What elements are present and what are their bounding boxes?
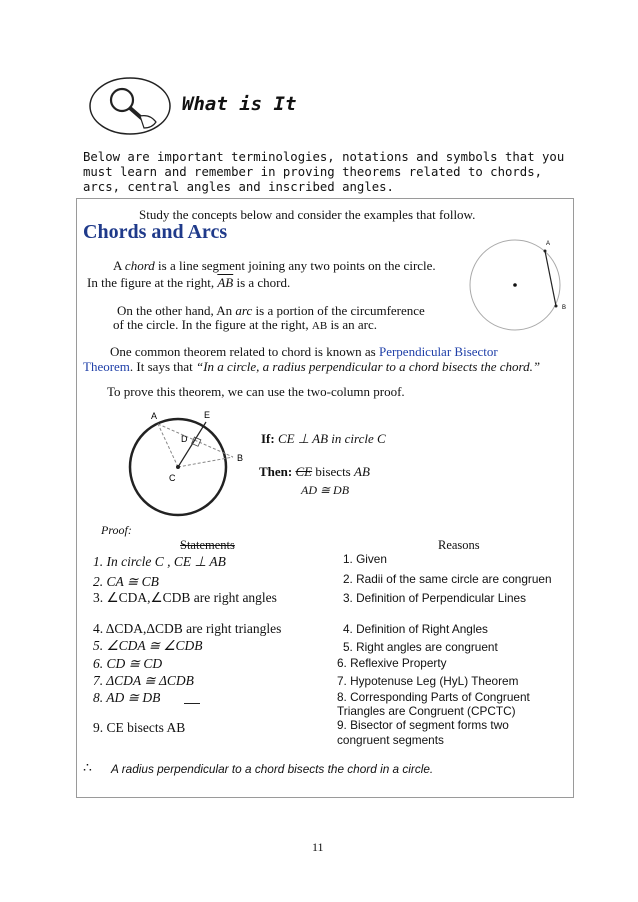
perpendicular-bisector-figure: [121, 407, 251, 517]
statements-header: Statements: [180, 538, 235, 552]
reason-2: 2. Radii of the same circle are congruen: [343, 572, 552, 586]
study-instruction: Study the concepts below and consider the examples that follow.: [139, 207, 476, 222]
fig2-label-d: D: [181, 434, 188, 444]
reason-9b: congruent segments: [337, 733, 444, 747]
fig2-label-c: C: [169, 473, 176, 483]
reason-9a: 9. Bisector of segment forms two: [337, 718, 509, 732]
reason-8b: Triangles are Congruent (CPCTC): [337, 704, 516, 718]
statement-5: 5. ∠CDA ≅ ∠CDB: [93, 638, 203, 653]
reason-1: 1. Given: [343, 552, 387, 566]
reason-6: 6. Reflexive Property: [337, 656, 447, 670]
arc-definition: On the other hand, An arc is a portion of the circumference: [117, 303, 425, 318]
reasons-header: Reasons: [438, 538, 480, 552]
statement-3: 3. ∠CDA,∠CDB are right angles: [93, 590, 277, 605]
statement-1: 1. In circle C , CE ⊥ AB: [93, 554, 226, 569]
then-statement: Then: CE bisects AB: [259, 464, 370, 479]
reason-4: 4. Definition of Right Angles: [343, 622, 488, 636]
statement-4: 4. ΔCDA,ΔCDB are right triangles: [93, 621, 282, 636]
statement-2: 2. CA ≅ CB: [93, 574, 159, 589]
theorem-intro: One common theorem related to chord is known as Perpendicular Bisector: [110, 344, 498, 359]
reason-7: 7. Hypotenuse Leg (HyL) Theorem: [337, 674, 519, 688]
section-heading: What is It: [182, 93, 297, 115]
magnifier-hand-icon: [88, 76, 172, 136]
proof-label: Proof:: [101, 523, 132, 537]
chord-circle-figure: [467, 235, 571, 333]
chord-example: In the figure at the right, $\overline{AB}$ is a chord.: [87, 275, 291, 290]
reason-5: 5. Right angles are congruent: [343, 640, 498, 654]
prove-instruction: To prove this theorem, we can use the two-column proof.: [107, 384, 405, 399]
page-number: 11: [312, 840, 324, 854]
conclusion: A radius perpendicular to a chord bisects the chord in a circle.: [111, 762, 434, 776]
chords-arcs-title: Chords and Arcs: [83, 221, 228, 243]
intro-paragraph: Below are important terminologies, notations and symbols that you must learn and remember in proving theorems related to chords, arcs, central angles and inscribed angles.: [83, 150, 565, 194]
overline-mark: [184, 703, 200, 704]
chord-definition: A chord is a line segment joining any two points on the circle.: [113, 258, 436, 273]
therefore-symbol: ∴: [83, 761, 92, 776]
point-a-label: A: [546, 241, 551, 247]
fig2-label-a: A: [151, 411, 158, 421]
statement-6: 6. CD ≅ CD: [93, 656, 163, 671]
then-congruence: AD ≅ DB: [301, 483, 350, 497]
point-b-label: B: [562, 305, 567, 311]
concept-box: [76, 198, 574, 798]
statement-8: 8. AD ≅ DB: [93, 690, 161, 705]
fig2-label-b: B: [237, 453, 244, 463]
statement-9: 9. CE bisects AB: [93, 720, 186, 735]
reason-8a: 8. Corresponding Parts of Congruent: [337, 690, 530, 704]
arc-example: of the circle. In the figure at the right, AB is an arc.: [113, 317, 377, 332]
theorem-statement: Theorem. It says that “In a circle, a radius perpendicular to a chord bisects the chord.”: [83, 359, 541, 374]
if-statement: If: CE ⊥ AB in circle C: [261, 431, 386, 446]
reason-3: 3. Definition of Perpendicular Lines: [343, 591, 526, 605]
fig2-label-e: E: [204, 410, 211, 420]
statement-7: 7. ΔCDA ≅ ΔCDB: [93, 673, 194, 688]
